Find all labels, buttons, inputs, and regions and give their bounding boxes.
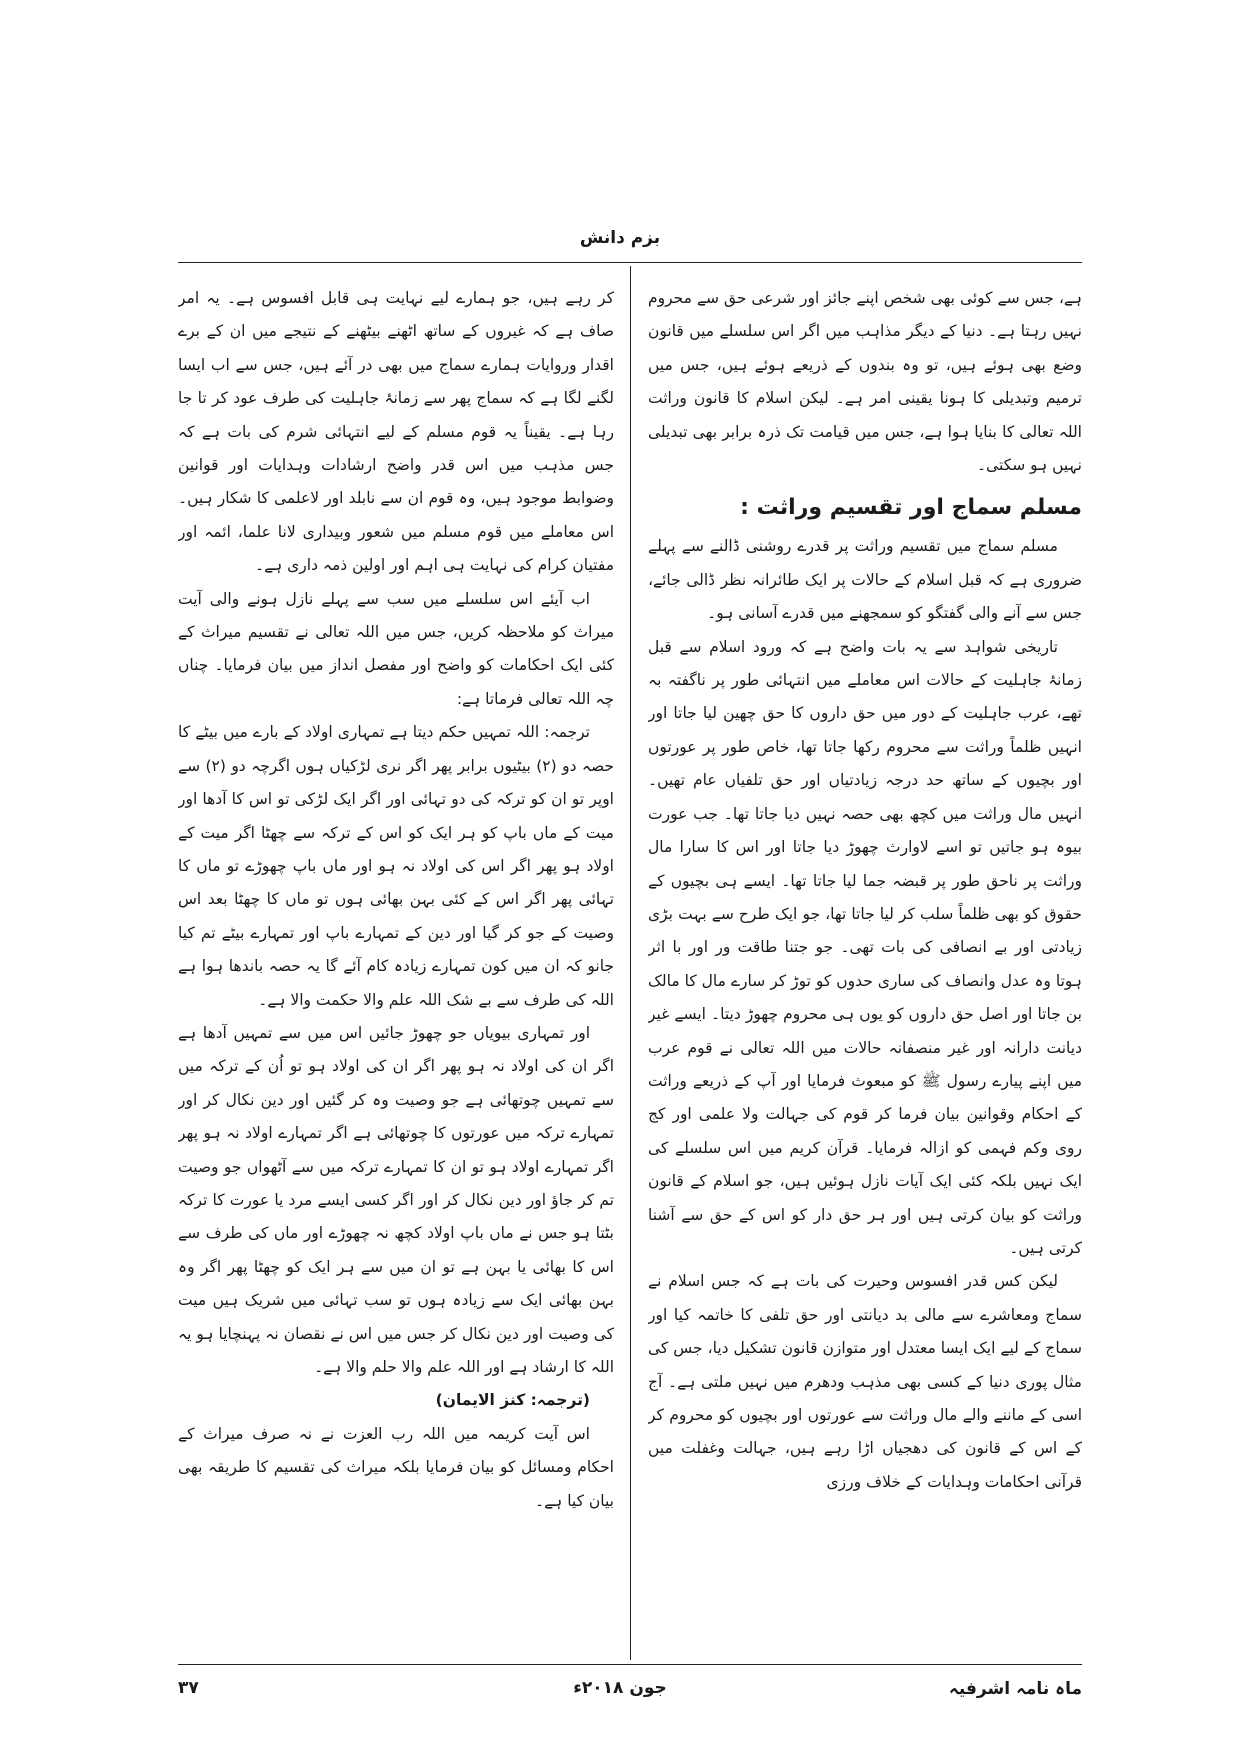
quran-translation: اور تمہاری بیویاں جو چھوڑ جائیں اس میں سے تمہیں آدھا ہے اگر ان کی اولاد نہ ہو پھر اگر ان کی اولاد ہو تو اُن کے ترکہ میں سے تمہیں چوتھائی ہے جو وصیت وہ کر گئیں اور دین نکال کر اور تمہارے ترکہ میں عورتوں کا چوتھائی ہے اگر تمہارے اولاد نہ ہو پھر اگر تمہارے اولاد ہو تو ان کا تمہارے ترکہ میں سے آٹھواں جو وصیت تم کر جاؤ اور دین نکال کر اور اگر کسی ایسے مرد یا عورت کا ترکہ بٹتا ہو جس نے ماں باپ اولاد کچھ نہ چھوڑے اور ماں کی طرف سے اس کا بھائی یا بہن ہے تو ان میں سے ہر ایک کو چھٹا پھر اگر وہ بہن بھائی ایک سے زیادہ ہوں تو سب تہائی میں شریک ہیں میت کی وصیت اور دین نکال کر جس میں اس نے نقصان نہ پہنچایا ہو یہ اللہ کا ارشاد ہے اور اللہ علم والا حلم والا ہے۔ [178,1023,614,1376]
paragraph: تاریخی شواہد سے یہ بات واضح ہے کہ ورود اسلام سے قبل زمانۂ جاہلیت کے حالات اس معاملے میں انتہائی طور پر ناگفتہ بہ تھے، عرب جاہلیت کے دور میں حق داروں کا حق چھین لیا جاتا اور انہیں ظلماً وراثت سے محروم رکھا جاتا تھا، خاص طور پر عورتوں اور بچیوں کے ساتھ حد درجہ زیادتیاں اور حق تلفیاں عام تھیں۔ انہیں مال وراثت میں کچھ بھی حصہ نہیں دیا جاتا تھا۔ جب عورت بیوہ ہو جاتیں تو اسے لاوارث چھوڑ دیا جاتا اور اس کا سارا مال وراثت پر ناحق طور پر قبضہ جما لیا جاتا تھا۔ ایسے ہی بچیوں کے حقوق کو بھی ظلماً سلب کر لیا جاتا تھا، جو ایک طرح سے بہت بڑی زیادتی اور بے انصافی کی بات تھی۔ جو جتنا طاقت ور اور با اثر ہوتا وہ عدل وانصاف کی ساری حدوں کو توڑ کر سارے مال کا مالک بن جاتا اور اصل حق داروں کو یوں ہی محروم چھوڑ دیتا۔ ایسے غیر دیانت دارانہ اور غیر منصفانہ حالات میں اللہ تعالی نے قوم عرب میں اپنے پیارے رسول ﷺ کو مبعوث فرمایا اور آپ کے ذریعے وراثت کے احکام وقوانین بیان فرما کر قوم کی جہالت ولا علمی اور کج روی وکم فہمی کو ازالہ فرمایا۔ قرآن کریم میں اس سلسلے کی ایک نہیں بلکہ کئی ایک آیات نازل ہوئیں ہیں، جو اسلام کے قانون وراثت کو بیان کرتی ہیں اور ہر حق دار کو اس کے حق سے آشنا کرتی ہیں۔ [648,637,1082,1257]
paragraph: کر رہے ہیں، جو ہمارے لیے نہایت ہی قابل افسوس ہے۔ یہ امر صاف ہے کہ غیروں کے ساتھ اٹھنے بیٹھنے کے نتیجے میں ان کے برے اقدار وروایات ہمارے سماج میں بھی در آئے ہیں، جس سے اب ایسا لگنے لگا ہے کہ سماج پھر سے زمانۂ جاہلیت کی طرف عود کر تا جا رہا ہے۔ یقیناً یہ قوم مسلم کے لیے انتہائی شرم کی بات ہے کہ جس مذہب میں اس قدر واضح ارشادات وہدایات اور قوانین وضوابط موجود ہیں، وہ قوم ان سے نابلد اور لاعلمی کا شکار ہیں۔ اس معاملے میں قوم مسلم میں شعور وبیداری لانا علما، ائمہ اور مفتیان کرام کی نہایت ہی اہم اور اولین ذمہ داری ہے۔ [178,289,614,575]
footer-page-number: ۳۷ [178,1678,199,1698]
quran-translation: ترجمہ: اللہ تمہیں حکم دیتا ہے تمہاری اولاد کے بارے میں بیٹے کا حصہ دو (۲) بیٹیوں برابر پھر اگر نری لڑکیاں ہوں اگرچہ دو (۲) سے اوپر تو ان کو ترکہ کی دو تہائی اور اگر ایک لڑکی تو اس کا آدھا اور میت کے ماں باپ کو ہر ایک کو اس کے ترکہ سے چھٹا اگر میت کے اولاد ہو پھر اگر اس کی اولاد نہ ہو اور ماں باپ چھوڑے تو ماں کا تہائی پھر اگر اس کے کئی بہن بھائی ہوں تو ماں کا چھٹا بعد اس وصیت کے جو کر گیا اور دین کے تمہارے باپ اور تمہارے بیٹے تم کیا جانو کہ ان میں کون تمہارے زیادہ کام آئے گا یہ حصہ باندھا ہوا ہے اللہ کی طرف سے بے شک اللہ علم والا حکمت والا ہے۔ [178,723,614,1009]
paragraph: لیکن کس قدر افسوس وحیرت کی بات ہے کہ جس اسلام نے سماج ومعاشرے سے مالی بد دیانتی اور حق تلفی کا خاتمہ کیا اور سماج کے لیے ایک ایسا معتدل اور متوازن قانون تشکیل دیا، جس کی مثال پوری دنیا کے کسی بھی مذہب ودھرم میں نہیں ملتی ہے۔ آج اسی کے ماننے والے مال وراثت سے عورتوں اور بچیوں کو محروم کر کے اس کے قانون کی دھجیاں اڑا رہے ہیں، جہالت وغفلت میں قرآنی احکامات وہدایات کے خلاف ورزی [648,1272,1082,1491]
footer-rule [178,1664,1082,1665]
paragraph: اب آیئے اس سلسلے میں سب سے پہلے نازل ہونے والی آیت میراث کو ملاحظہ کریں، جس میں اللہ تعالی نے تقسیم میراث کے کئی ایک احکامات کو واضح اور مفصل انداز میں بیان فرمایا۔ چناں چہ اللہ تعالی فرماتا ہے: [178,589,614,708]
translation-source: (ترجمہ: کنز الایمان) [435,1391,590,1410]
header-rule [178,262,1082,263]
paragraph: مسلم سماج میں تقسیم وراثت پر قدرے روشنی ڈالنے سے پہلے ضروری ہے کہ قبل اسلام کے حالات پر ایک طائرانہ نظر ڈالی جائے، جس سے آنے والی گفتگو کو سمجھنے میں قدرے آسانی ہو۔ [648,537,1082,623]
paragraph: اس آیت کریمہ میں اللہ رب العزت نے نہ صرف میراث کے احکام ومسائل کو بیان فرمایا بلکہ میراث کی تقسیم کا طریقہ بھی بیان کیا ہے۔ [178,1424,614,1510]
paragraph: ہے، جس سے کوئی بھی شخص اپنے جائز اور شرعی حق سے محروم نہیں رہتا ہے۔ دنیا کے دیگر مذاہب میں اگر اس سلسلے میں قانون وضع بھی ہوئے ہیں، تو وہ بندوں کے ذریعے ہوئے ہیں، جس میں ترمیم وتبدیلی کا ہونا یقینی امر ہے۔ لیکن اسلام کا قانون وراثت اللہ تعالی کا بنایا ہوا ہے، جس میں قیامت تک ذرہ برابر بھی تبدیلی نہیں ہو سکتی۔ [648,289,1082,475]
left-column [178,282,614,1660]
section-heading: مسلم سماج اور تقسیم وراثت : [740,495,1082,521]
column-divider [630,266,631,1660]
page-header-title: بزم دانش [579,228,661,248]
footer-magazine-name: ماہ نامہ اشرفیہ [948,1679,1082,1699]
right-column [648,282,1082,1660]
footer-issue-date: جون ۲۰۱۸ء [573,1678,667,1698]
